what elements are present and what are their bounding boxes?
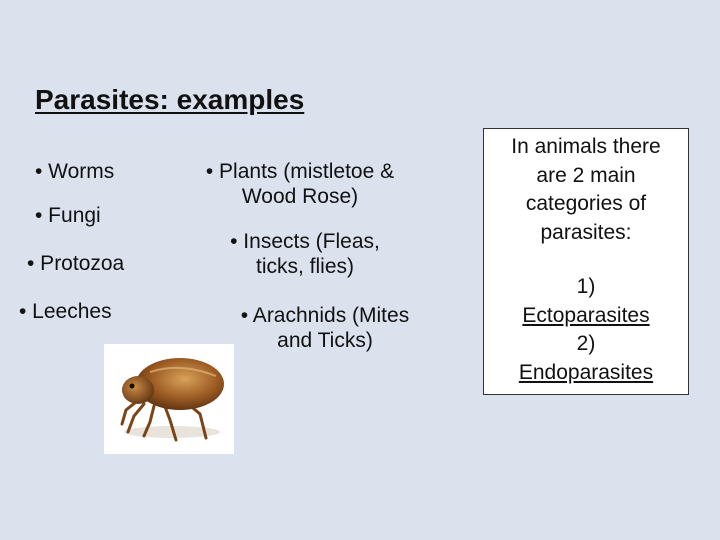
flea-image xyxy=(104,344,234,454)
bullet-fungi: • Fungi xyxy=(35,204,101,227)
bullet-plants: • Plants (mistletoe & Wood Rose) xyxy=(205,160,395,208)
slide-title: Parasites: examples xyxy=(35,84,305,115)
parasite-categories-box xyxy=(483,128,689,395)
flea-icon xyxy=(104,344,234,454)
bullet-insects: • Insects (Fleas, ticks, flies) xyxy=(230,230,380,278)
bullet-arachnids: • Arachnids (Mites and Ticks) xyxy=(240,304,410,352)
category-2-number: 2) xyxy=(576,332,596,355)
category-ectoparasites: Ectoparasites xyxy=(522,303,650,327)
category-1-number: 1) xyxy=(576,275,596,298)
bullet-protozoa: • Protozoa xyxy=(27,252,125,275)
box-intro-text: In animals there are 2 main categories of parasites: xyxy=(511,135,661,244)
category-endoparasites: Endoparasites xyxy=(518,360,654,384)
categories-list xyxy=(484,273,688,387)
bullet-worms: • Worms xyxy=(35,160,115,183)
bullet-leeches: • Leeches xyxy=(19,300,112,323)
